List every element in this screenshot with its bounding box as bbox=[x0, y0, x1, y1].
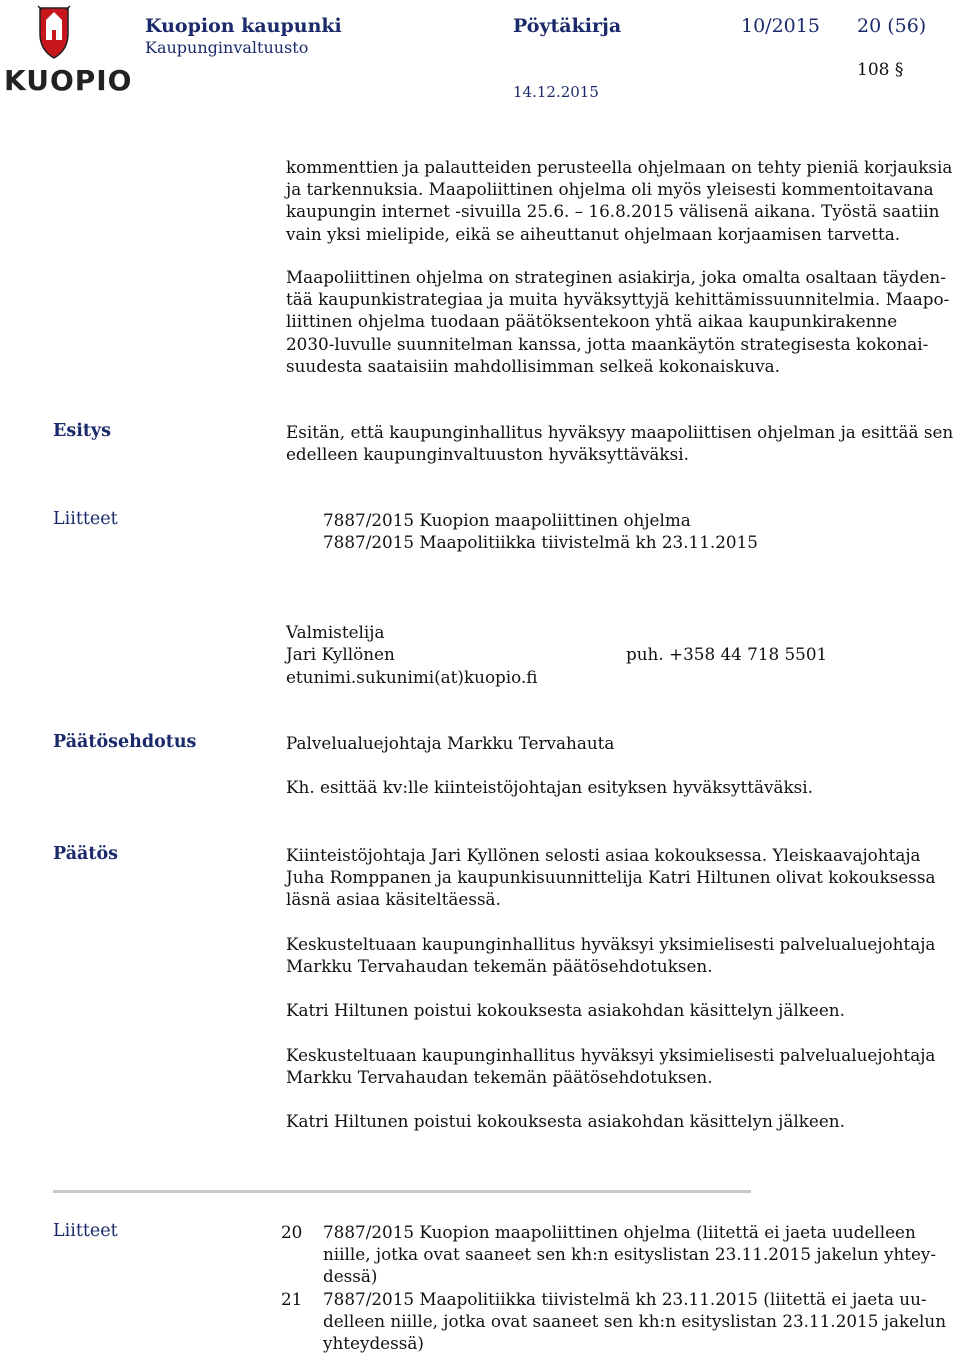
decision-paragraph-2: Keskusteltuaan kaupunginhallitus hyväksyi yksimielisesti palvelualuejohtaja Markku Tervahaudan tekemän päätösehdotuksen. bbox=[286, 934, 936, 977]
attachment-item: 7887/2015 Kuopion maapoliittinen ohjelma bbox=[323, 510, 691, 530]
document-number: 10/2015 bbox=[741, 15, 820, 37]
preparer-title: Valmistelija bbox=[286, 622, 385, 642]
preparer-name: Jari Kyllönen bbox=[286, 644, 395, 664]
proposer: Palvelualuejohtaja Markku Tervahauta bbox=[286, 733, 615, 753]
meeting-date: 14.12.2015 bbox=[513, 83, 599, 101]
paatosehdotus-label: Päätösehdotus bbox=[53, 732, 197, 752]
decision-paragraph-5: Katri Hiltunen poistui kokouksesta asiakohdan käsittelyn jälkeen. bbox=[286, 1111, 845, 1131]
decision-paragraph-4: Keskusteltuaan kaupunginhallitus hyväksyi yksimielisesti palvelualuejohtaja Markku Tervahaudan tekemän päätösehdotuksen. bbox=[286, 1045, 936, 1088]
attachment-number: 21 bbox=[281, 1289, 303, 1309]
liitteet-label: Liitteet bbox=[53, 509, 118, 529]
section-divider bbox=[53, 1190, 751, 1193]
document-type: Pöytäkirja bbox=[513, 15, 622, 37]
attachment-list bbox=[323, 509, 758, 553]
proposal-text: Kh. esittää kv:lle kiinteistöjohtajan esityksen hyväksyttäväksi. bbox=[286, 777, 813, 797]
attachment-item: 7887/2015 Kuopion maapoliittinen ohjelma (liitettä ei jaeta uudelleen niille, jotka ovat saaneet sen kh:n esityslistan 23.11.2015 jakelun yhtey- dessä) bbox=[323, 1222, 937, 1287]
background-paragraph-1: kommenttien ja palautteiden perusteella ohjelmaan on tehty pieniä korjauksia ja tarkennuksia. Maapoliittinen ohjelma oli myös yleisesti kommentoitavana kaupungin internet -sivuilla 25.6. – 16.8.2015 välisenä aikana. Työstä saatiin vain yksi mielipide, eikä se aiheuttanut ohjelmaan korjaamisen tarvetta. bbox=[286, 157, 953, 244]
esitys-label: Esitys bbox=[53, 421, 111, 441]
preparer-email: etunimi.sukunimi(at)kuopio.fi bbox=[286, 667, 538, 687]
coat-of-arms-icon bbox=[4, 2, 104, 62]
page-number: 20 (56) bbox=[857, 15, 927, 37]
kuopio-logo bbox=[4, 2, 133, 97]
liitteet-label-final: Liitteet bbox=[53, 1221, 118, 1241]
body-name: Kaupunginvaltuusto bbox=[145, 38, 309, 57]
background-paragraph-2: Maapoliittinen ohjelma on strateginen asiakirja, joka omalta osaltaan täyden- tää kaupunkistrategiaa ja muita hyväksyttyjä kehittämissuunnitelmia. Maapo- liittinen ohjelma tuodaan päätöksentekoon yhtä aikaa kaupunkirakenne 2030-luvulle suunnitelman kanssa, jotta maankäytön strategisesta kokonai- suudesta saataisiin mahdollisimman selkeä kokonaiskuva. bbox=[286, 267, 950, 376]
section-number: 108 § bbox=[857, 60, 904, 80]
decision-paragraph-1: Kiinteistöjohtaja Jari Kyllönen selosti asiaa kokouksessa. Yleiskaavajohtaja Juha Romppanen ja kaupunkisuunnittelija Katri Hiltunen olivat kokouksessa läsnä asiaa käsiteltäessä. bbox=[286, 845, 936, 910]
org-name: Kuopion kaupunki bbox=[145, 15, 342, 37]
preparer-phone: puh. +358 44 718 5501 bbox=[626, 644, 828, 664]
decision-paragraph-3: Katri Hiltunen poistui kokouksesta asiakohdan käsittelyn jälkeen. bbox=[286, 1000, 845, 1020]
attachment-item: 7887/2015 Maapolitiikka tiivistelmä kh 23.11.2015 bbox=[323, 532, 758, 553]
logo-wordmark: KUOPIO bbox=[4, 64, 133, 97]
paatos-label: Päätös bbox=[53, 844, 118, 864]
attachment-number: 20 bbox=[281, 1222, 303, 1242]
esitys-text: Esitän, että kaupunginhallitus hyväksyy maapoliittisen ohjelman ja esittää sen edelleen kaupunginvaltuuston hyväksyttäväksi. bbox=[286, 422, 954, 465]
attachment-item: 7887/2015 Maapolitiikka tiivistelmä kh 23.11.2015 (liitettä ei jaeta uu- delleen niille, jotka ovat saaneet sen kh:n esityslistan 23.11.2015 jakelun yhteydessä) bbox=[323, 1289, 947, 1354]
